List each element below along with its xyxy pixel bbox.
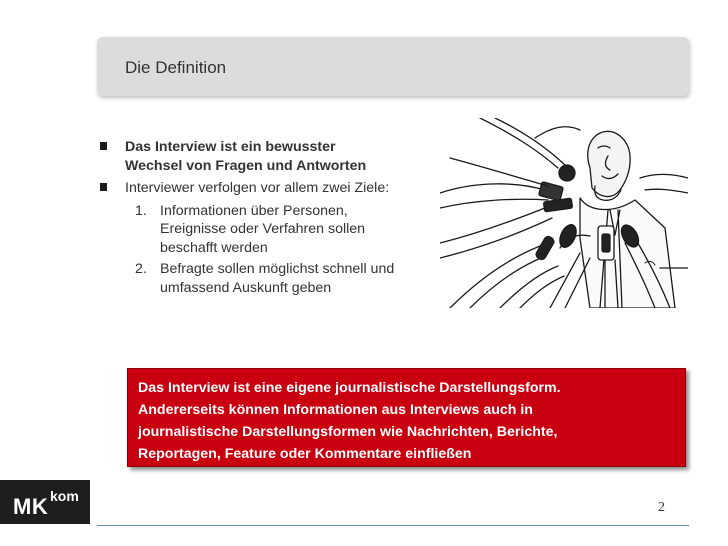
bullet-item <box>97 179 437 198</box>
interview-cartoon-illustration <box>440 118 688 308</box>
callout-text: Andererseits können Informationen aus Interviews auch in <box>138 402 533 418</box>
numbered-text: beschafft werden <box>160 239 268 256</box>
logo-super-text: kom <box>50 488 79 504</box>
logo-main-text: MK <box>13 494 49 519</box>
mkkom-logo <box>0 480 90 524</box>
item-number: 2. <box>135 261 147 277</box>
square-bullet-icon <box>100 183 107 191</box>
bullet-item <box>97 138 437 175</box>
numbered-list <box>97 202 437 298</box>
bullet-list <box>97 138 437 297</box>
callout-text: Das Interview ist eine eigene journalistische Darstellungsform. <box>138 380 561 396</box>
numbered-text: Informationen über Personen, <box>160 202 348 219</box>
definition-callout-box <box>127 368 686 467</box>
bullet-text: Das Interview ist ein bewusster <box>125 139 336 155</box>
bullet-text: Wechsel von Fragen und Antworten <box>125 157 367 174</box>
square-bullet-icon <box>100 142 107 150</box>
numbered-text: Ereignisse oder Verfahren sollen <box>160 221 366 237</box>
callout-text: journalistische Darstellungsformen wie Nachrichten, Berichte, <box>138 424 558 440</box>
slide-title-bar <box>97 37 689 96</box>
numbered-item <box>97 260 437 297</box>
page-number: 2 <box>658 500 665 515</box>
numbered-item <box>97 202 437 258</box>
item-number: 1. <box>135 202 147 219</box>
footer-divider <box>97 525 689 526</box>
numbered-text: Befragte sollen möglichst schnell und <box>160 261 395 277</box>
callout-text: Reportagen, Feature oder Kommentare einfließen <box>138 446 472 462</box>
slide-title: Die Definition <box>125 58 227 77</box>
numbered-text: umfassend Auskunft geben <box>160 279 332 296</box>
bullet-text: Interviewer verfolgen vor allem zwei Ziele: <box>125 180 390 196</box>
